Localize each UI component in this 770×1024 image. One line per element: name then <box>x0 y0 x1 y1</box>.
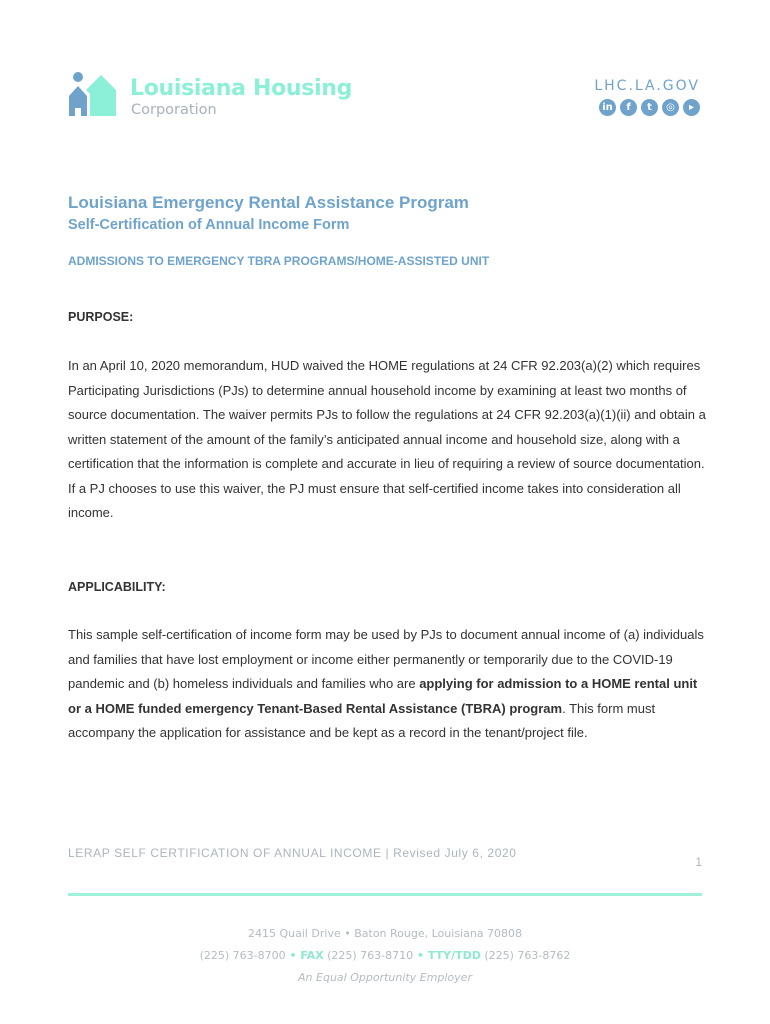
applicability-text-2: . This form must accompany the application for assistance and be kept as a record in the tenant/project file. <box>68 700 656 740</box>
instagram-icon[interactable]: ◎ <box>662 99 679 116</box>
linkedin-icon[interactable]: in <box>599 99 616 116</box>
footer-phones <box>0 949 770 962</box>
phone-number: (225) 763-8700 <box>199 949 286 962</box>
footer-divider <box>68 893 702 896</box>
separator: • <box>285 949 301 962</box>
fax-number: (225) 763-8710 <box>327 949 414 962</box>
house-logo-icon <box>68 70 118 118</box>
document-title: Louisiana Emergency Rental Assistance Program <box>68 193 469 212</box>
footer-address: 2415 Quail Drive • Baton Rouge, Louisiana 70808 <box>247 927 523 940</box>
tty-label: TTY/TDD <box>427 949 481 962</box>
document-subtitle: Self-Certification of Annual Income Form <box>68 217 350 233</box>
applicability-paragraph <box>68 623 708 746</box>
page-number: 1 <box>695 855 702 869</box>
separator: • <box>413 949 428 962</box>
logo-name: Louisiana Housing <box>130 76 353 101</box>
facebook-icon[interactable]: f <box>620 99 637 116</box>
applicability-text-1: This sample self-certification of income form may be used by PJs to document annual income of (a) individuals and families that have lost employment or income either permanently or temporarily due to the COVID-19 pandemic and (b) homeless individuals and families who are <box>68 627 704 691</box>
footer-form-title: LERAP SELF CERTIFICATION OF ANNUAL INCOME | Revised July 6, 2020 <box>68 846 517 860</box>
youtube-icon[interactable]: ▸ <box>683 99 700 116</box>
logo-subtitle: Corporation <box>131 102 217 118</box>
admissions-heading: ADMISSIONS TO EMERGENCY TBRA PROGRAMS/HOME-ASSISTED UNIT <box>68 254 490 268</box>
purpose-heading: PURPOSE: <box>68 310 134 324</box>
twitter-icon[interactable]: t <box>641 99 658 116</box>
applicability-bold-text: applying for admission to a HOME rental unit or a HOME funded emergency Tenant-Based Rental Assistance (TBRA) program <box>68 676 698 716</box>
applicability-heading: APPLICABILITY: <box>68 580 166 594</box>
social-links <box>599 99 700 116</box>
purpose-paragraph: In an April 10, 2020 memorandum, HUD waived the HOME regulations at 24 CFR 92.203(a)(2) which requires Participating Jurisdictions (PJs) to determine annual household income by examining at least two months of source documentation. The waiver permits PJs to follow the regulations at 24 CFR 92.203(a)(1)(ii) and obtain a written statement of the amount of the family’s anticipated annual income and household size, along with a certification that the information is complete and accurate in lieu of requiring a review of source documentation. If a PJ chooses to use this waiver, the PJ must ensure that self-certified income takes into consideration all income. <box>68 358 706 520</box>
site-url-link[interactable]: LHC.LA.GOV <box>594 78 700 94</box>
lhc-logo <box>68 70 353 120</box>
tty-number: (225) 763-8762 <box>484 949 571 962</box>
fax-label: FAX <box>300 949 324 962</box>
equal-opportunity-statement: An Equal Opportunity Employer <box>298 971 472 984</box>
